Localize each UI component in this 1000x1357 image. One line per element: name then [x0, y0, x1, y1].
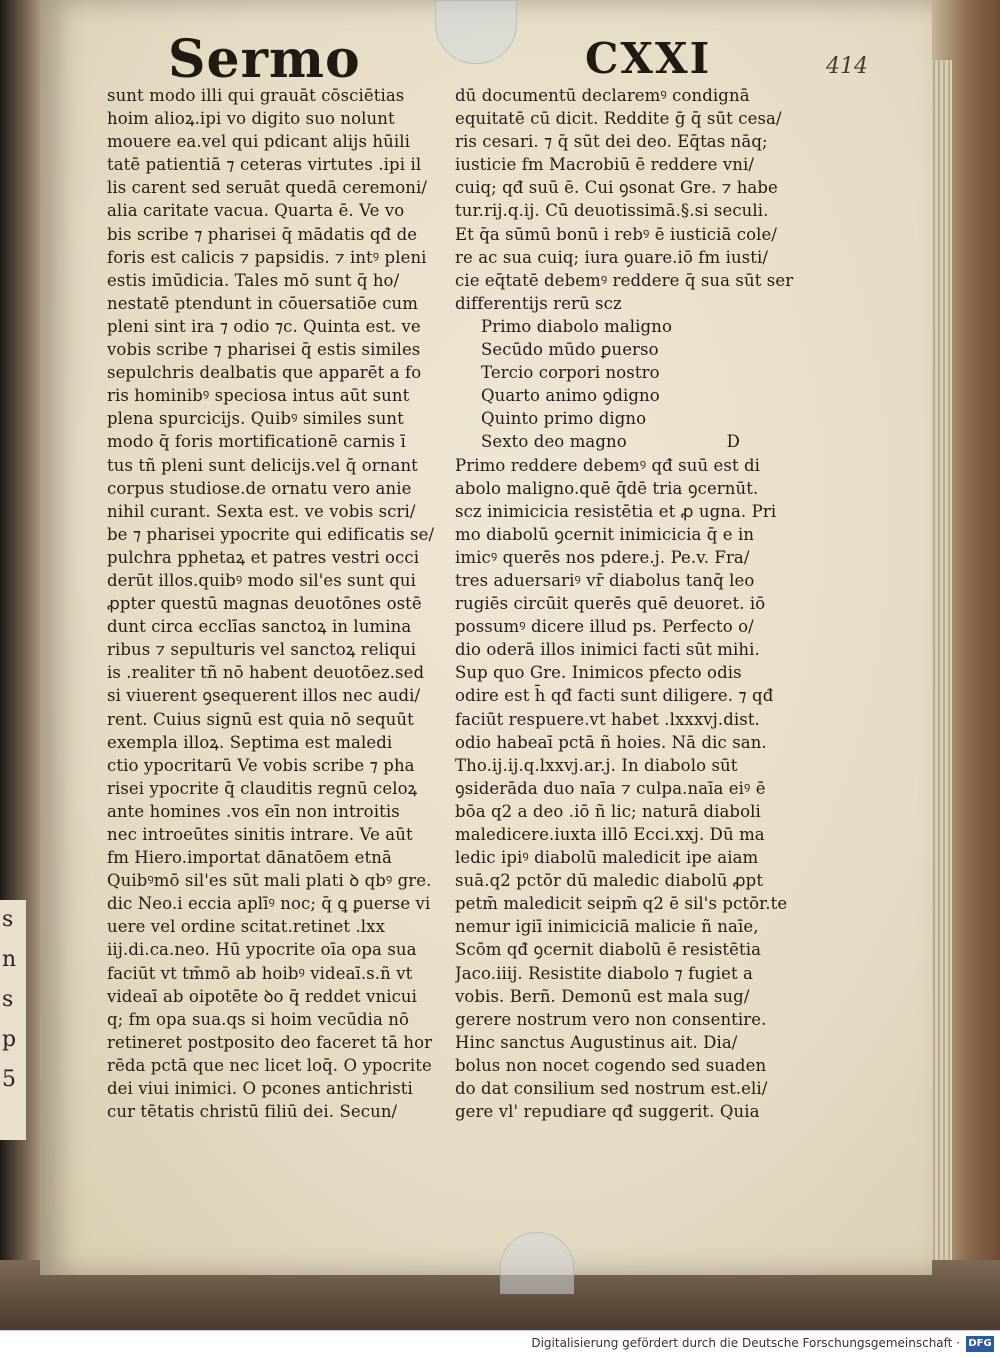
text-line: faciūt respuere.vt habet .lxxxvj.dist.: [455, 709, 760, 729]
text-line: Quinto primo digno: [481, 409, 647, 429]
facing-page-strip: [0, 900, 26, 1140]
text-line: hoim alioꝝ.ipi vo digito suo nolunt: [107, 109, 395, 129]
text-line: Et q̄a sūmū bonū i rebꝰ ē iusticiā cole/: [455, 224, 778, 244]
left-text-column: [107, 84, 447, 1123]
text-line: tur.rij.q.ij. Cū deuotissimā.§.si seculi.: [455, 201, 769, 221]
text-line: ris hominibꝰ speciosa intus aūt sunt: [107, 386, 410, 406]
text-line: modo q̄ foris mortificationē carnis ī: [107, 432, 406, 452]
text-line: cie eq̄tatē debemꝰ reddere q̄ sua sūt ser: [455, 270, 794, 290]
text-line: ris cesari. ⁊ q̄ sūt dei deo. Eq̄tas nāq;: [455, 132, 768, 152]
text-line: pleni sint ira ⁊ odio ⁊c. Quinta est. ve: [107, 316, 421, 336]
text-line: nemur igiī inimiciciā malicie ñ naīe,: [455, 917, 759, 937]
text-line: cur tētatis christū filiū dei. Secun/: [107, 1102, 398, 1122]
guide-letter: D: [726, 432, 740, 452]
text-line: videaī ab oipotēte ꝺo q̄ reddet vnicui: [107, 986, 418, 1006]
text-line: estis imūdicia. Tales mō sunt q̄ ho/: [107, 270, 400, 290]
text-line: vobis. Berñ. Demonū est mala sug/: [455, 986, 750, 1006]
text-line: Tho.ij.ij.q.lxxvj.ar.j. In diabolo sūt: [455, 755, 738, 775]
text-line: do dat consilium sed nostrum est.eli/: [455, 1079, 768, 1099]
text-line: gere vl' repudiare qđ suggerit. Quia: [455, 1102, 760, 1122]
text-line: tatē patientiā ⁊ ceteras virtutes .ipi il: [107, 155, 422, 175]
text-line: mo diabolū ꝯcernit inimicicia q̄ e in: [455, 524, 755, 544]
text-line: gerere nostrum vero non consentire.: [455, 1009, 767, 1029]
text-line: Sexto deo magno D: [455, 430, 800, 453]
text-line: petm̄ maledicit seipm̄ q2 ē sil's pctōr.te: [455, 894, 788, 914]
text-line: Sup quo Gre. Inimicos pfecto odis: [455, 663, 742, 683]
text-line: lis carent sed seruāt quedā ceremoni/: [107, 178, 427, 198]
text-line: corpus studiose.de ornatu vero anie: [107, 478, 412, 498]
text-line: tus tñ pleni sunt delicijs.vel q̄ ornant: [107, 455, 418, 475]
text-line: fm Hiero.importat dānatōem etnā: [107, 848, 392, 868]
text-line: ledic ipiꝰ diabolū maledicit ipe aiam: [455, 848, 759, 868]
text-line: ribus ⁊ sepulturis vel sanctoꝝ reliqui: [107, 640, 417, 660]
text-line: uere vel ordine scitat.retinet .lxx: [107, 917, 385, 937]
text-line: suā.q2 pctōr dū maledic diabolū ꝓpt: [455, 871, 764, 891]
text-line: abolo maligno.quē q̄dē tria ꝯcernūt.: [455, 478, 759, 498]
text-line: plena spurcicijs. Quibꝰ similes sunt: [107, 409, 404, 429]
text-line: Quarto animo ꝯdigno: [481, 386, 660, 406]
facing-page-fragment: s: [2, 987, 14, 1012]
text-line: rēda pctā que nec licet loq̄. O ypocrite: [107, 1055, 432, 1075]
text-line: exempla illoꝝ. Septima est maledi: [107, 732, 393, 752]
text-line: be ⁊ pharisei ypocrite qui edificatis se/: [107, 524, 435, 544]
text-line: ctio ypocritarū Ve vobis scribe ⁊ pha: [107, 755, 415, 775]
running-title: Sermo: [168, 29, 361, 90]
text-line: ꝯsiderāda duo naīa ⁊ culpa.naīa eiꝰ ē: [455, 778, 766, 798]
right-text-column: [455, 84, 800, 1123]
text-line: vobis scribe ⁊ pharisei q̄ estis similes: [107, 340, 421, 360]
facing-page-fragment: n: [2, 947, 17, 972]
text-line: dū documentū declaremꝰ condignā: [455, 86, 750, 105]
text-line: retineret postposito deo faceret tā hor: [107, 1032, 433, 1052]
text-line: scz inimicicia resistētia et ꝓ ugna. Pri: [455, 501, 777, 521]
text-line: imicꝰ querēs nos pdere.j. Pe.v. Fra/: [455, 547, 750, 567]
text-line: bolus non nocet cogendo sed suaden: [455, 1055, 767, 1075]
text-line: Scōm qđ ꝯcernit diabolū ē resistētia: [455, 940, 762, 960]
text-line: derūt illos.quibꝰ modo sil'es sunt qui: [107, 570, 416, 590]
folio-roman: CXXI: [585, 34, 712, 83]
text-line: Jaco.iiij. Resistite diabolo ⁊ fugiet a: [455, 963, 753, 983]
text-line: Secūdo mūdo ꝑuerso: [481, 340, 659, 360]
text-line: Hinc sanctus Augustinus ait. Dia/: [455, 1032, 738, 1052]
text-line: Tercio corpori nostro: [481, 363, 660, 383]
text-line: nec introeūtes sinitis intrare. Ve aūt: [107, 825, 413, 844]
text-line: dic Neo.i eccia aplīꝰ noc; q̄ ꝗ ꝑuerse vi: [107, 894, 431, 914]
text-line: foris est calicis ⁊ papsidis. ⁊ intꝰ pleni: [107, 247, 427, 267]
facing-page-fragment: s: [2, 907, 14, 932]
text-line: ante homines .vos eīn non introitis: [107, 801, 400, 821]
facing-page-fragment: 5: [2, 1067, 16, 1092]
text-line: bōa q2 a deo .iō ñ lic; naturā diaboli: [455, 801, 761, 821]
text-line: possumꝰ dicere illud ps. Perfecto o/: [455, 617, 754, 637]
folio-number-handwritten: 414: [826, 54, 868, 79]
text-line: re ac sua cuiq; iura ꝯuare.iō fm iusti/: [455, 247, 769, 267]
dfg-logo[interactable]: DFG: [966, 1336, 994, 1352]
text-line: alia caritate vacua. Quarta ē. Ve vo: [107, 201, 405, 221]
text-line: dio oderā illos inimici facti sūt mihi.: [455, 640, 760, 660]
text-line: bis scribe ⁊ pharisei q̄ mādatis qđ de: [107, 224, 418, 244]
text-line: differentijs rerū scz: [455, 293, 622, 313]
text-line: tres aduersariꝰ vr̄ diabolus tanq̄ leo: [455, 570, 755, 590]
text-line: iij.di.ca.neo. Hū ypocrite oīa opa sua: [107, 940, 417, 960]
text-line: ꝓpter questū magnas deuotōnes ostē: [107, 594, 422, 614]
text-line: q; fm opa sua.qs si hoim vecūdia nō: [107, 1009, 410, 1029]
glass-clip-bottom: [500, 1232, 574, 1294]
text-line: si viuerent ꝯsequerent illos nec audi/: [107, 686, 421, 706]
text-line: sunt modo illi qui grauāt cōsciētias: [107, 86, 405, 105]
footer-bar: [0, 1330, 1000, 1357]
text-line: dei viui inimici. O pcones antichristi: [107, 1079, 413, 1099]
text-line: Primo reddere debemꝰ qđ suū est di: [455, 455, 761, 475]
text-line: faciūt vt tm̄mō ab hoibꝰ videaī.s.ñ vt: [107, 963, 413, 983]
glass-clip-top: [435, 0, 517, 64]
text-line: is .realiter tñ nō habent deuotōez.sed: [107, 663, 425, 683]
text-line: maledicere.iuxta illō Ecci.xxj. Dū ma: [455, 825, 765, 844]
footer-credit: Digitalisierung gefördert durch die Deutsche Forschungsgemeinschaft ·: [531, 1336, 960, 1350]
text-line: iusticie fm Macrobiū ē reddere vni/: [455, 155, 755, 175]
text-line: Primo diabolo maligno: [481, 316, 672, 336]
text-line: cuiq; qđ suū ē. Cui ꝯsonat Gre. ⁊ habe: [455, 178, 778, 198]
text-line: mouere ea.vel qui pdicant alijs hūili: [107, 132, 411, 152]
text-line: sepulchris dealbatis que apparēt a fo: [107, 363, 422, 383]
text-line: risei ypocrite q̄ clauditis regnū celoꝝ: [107, 778, 418, 798]
text-line: Quibꝰmō sil'es sūt mali plati ꝺ qbꝰ gre.: [107, 871, 432, 891]
text-line: rent. Cuius signū est quia nō sequūt: [107, 709, 414, 729]
text-line: nestatē ptendunt in cōuersatiōe cum: [107, 293, 419, 313]
text-line: nihil curant. Sexta est. ve vobis scri/: [107, 501, 416, 521]
text-line: dunt circa ecclīas sanctoꝝ in lumina: [107, 617, 412, 637]
text-line: odio habeaī pctā ñ hoies. Nā dic san.: [455, 732, 767, 752]
text-line: pulchra pphetaꝝ et patres vestri occi: [107, 547, 420, 567]
text-line: equitatē cū dicit. Reddite ḡ q̄ sūt cesa/: [455, 109, 782, 129]
text-line: odire est h̄ qđ facti sunt diligere. ⁊ qđ: [455, 686, 774, 706]
facing-page-fragment: p: [2, 1027, 17, 1052]
text-line: rugiēs circūit querēs quē deuoret. iō: [455, 594, 766, 614]
stacked-page-edges: [930, 60, 952, 1300]
